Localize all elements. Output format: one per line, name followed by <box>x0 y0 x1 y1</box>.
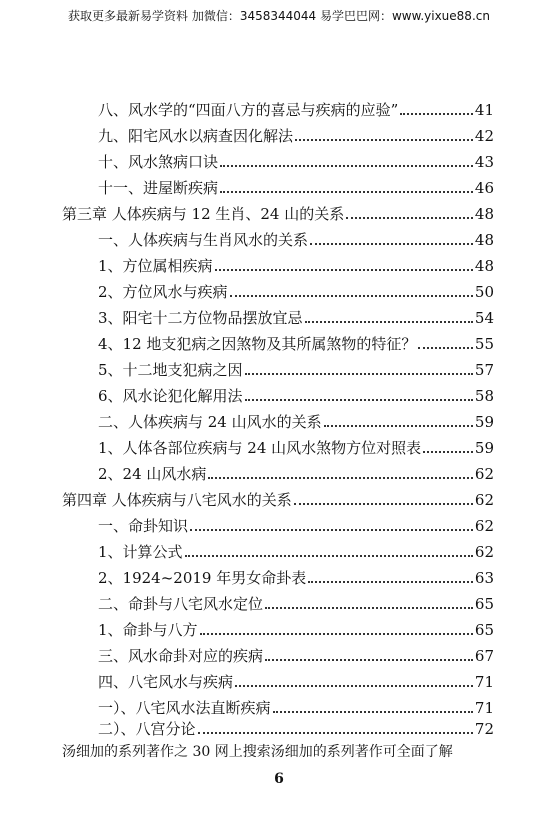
toc-entry <box>98 357 494 379</box>
toc-entry-page: 50 <box>474 283 494 301</box>
toc-entry <box>98 149 494 171</box>
dot-leader <box>200 632 473 635</box>
toc-entry-title: 2、方位风水与疾病 <box>98 283 228 301</box>
toc-entry-title: 5、十二地支犯病之因 <box>98 361 243 379</box>
toc-entry-title: 三、风水命卦对应的疾病 <box>98 647 264 665</box>
toc-entry-page: 43 <box>474 153 494 171</box>
toc-entry <box>98 539 494 561</box>
dot-leader <box>418 346 473 349</box>
toc-entry-page: 46 <box>474 179 494 197</box>
dot-leader <box>273 710 473 713</box>
toc-entry <box>98 175 494 197</box>
toc-entry-page: 55 <box>474 335 494 353</box>
toc-entry-title: 4、12 地支犯病之因煞物及其所属煞物的特征？ <box>98 335 417 353</box>
dot-leader <box>190 528 473 531</box>
toc-entry <box>98 227 494 249</box>
toc-entry <box>98 617 494 639</box>
dot-leader <box>230 294 473 297</box>
toc-entry-title: 3、阳宅十二方位物品摆放宜忌 <box>98 309 303 327</box>
toc-entry-page: 65 <box>474 621 494 639</box>
dot-leader <box>324 424 473 427</box>
toc-entry-title: 1、计算公式 <box>98 543 183 561</box>
dot-leader <box>185 554 473 557</box>
toc-entry <box>98 513 494 535</box>
toc-entry-page: 59 <box>474 413 494 431</box>
dot-leader <box>208 476 473 479</box>
dot-leader <box>245 398 473 401</box>
toc-entry-title: 一、人体疾病与生肖风水的关系 <box>98 231 309 249</box>
dot-leader <box>235 684 473 687</box>
page-number: 6 <box>274 771 284 787</box>
toc-entry-title: 一）、八宅风水法直断疾病 <box>98 699 271 717</box>
header-watermark: 获取更多最新易学资料 加微信：3458344044 易学巴巴网：www.yixue88.cn <box>68 9 490 23</box>
toc-entry-title: 第三章 人体疾病与 12 生肖、24 山的关系 <box>62 205 345 223</box>
toc-entry <box>98 461 494 483</box>
toc-entry-page: 58 <box>474 387 494 405</box>
dot-leader <box>295 138 473 141</box>
toc-entry-page: 62 <box>474 465 494 483</box>
toc-entry-title: 6、风水论犯化解用法 <box>98 387 243 405</box>
dot-leader <box>310 242 473 245</box>
toc-entry-title: 八、风水学的“四面八方的喜忌与疾病的应验” <box>98 101 399 119</box>
toc-entry-title: 二、人体疾病与 24 山风水的关系 <box>98 413 322 431</box>
toc-entry <box>98 123 494 145</box>
dot-leader <box>198 731 473 734</box>
toc-entry <box>98 279 494 301</box>
toc-entry-page: 54 <box>474 309 494 327</box>
toc-entry-title: 2、1924~2019 年男女命卦表 <box>98 569 307 587</box>
toc-entry-title: 1、人体各部位疾病与 24 山风水煞物方位对照表 <box>98 439 422 457</box>
dot-leader <box>265 606 473 609</box>
dot-leader <box>346 216 473 219</box>
toc-entry-page: 71 <box>474 673 494 691</box>
toc-entry-title: 十一、进屋断疾病 <box>98 179 219 197</box>
toc-entry-page: 63 <box>474 569 494 587</box>
toc-entry-page: 48 <box>474 231 494 249</box>
toc-entry-title: 二、命卦与八宅风水定位 <box>98 595 264 613</box>
toc-entry <box>98 409 494 431</box>
toc-entry <box>98 253 494 275</box>
toc-entry-page: 72 <box>474 720 494 738</box>
dot-leader <box>423 450 473 453</box>
toc-entry-title: 十、风水煞病口诀 <box>98 153 219 171</box>
toc-entry <box>98 331 494 353</box>
toc-entry-page: 41 <box>474 101 494 119</box>
toc-entry-title: 2、24 山风水病 <box>98 465 207 483</box>
toc-entry-title: 二）、八宫分论 <box>98 720 196 738</box>
toc-entry-page: 62 <box>474 543 494 561</box>
toc-entry-page: 48 <box>474 257 494 275</box>
toc-entry-page: 71 <box>474 699 494 717</box>
dot-leader <box>220 190 473 193</box>
toc-entry-page: 57 <box>474 361 494 379</box>
toc-entry-title: 1、方位属相疾病 <box>98 257 213 275</box>
toc-entry <box>98 695 494 717</box>
toc-entry-title: 1、命卦与八方 <box>98 621 198 639</box>
toc-entry <box>98 643 494 665</box>
dot-leader <box>400 112 473 115</box>
toc-entry-page: 67 <box>474 647 494 665</box>
dot-leader <box>220 164 473 167</box>
toc-entry-page: 62 <box>474 517 494 535</box>
toc-entry-page: 48 <box>474 205 494 223</box>
toc-entry-title: 四、八宅风水与疾病 <box>98 673 234 691</box>
toc-entry <box>98 669 494 691</box>
toc-entry <box>98 305 494 327</box>
toc-entry <box>98 435 494 457</box>
dot-leader <box>308 580 473 583</box>
toc-entry <box>98 591 494 613</box>
toc-entry-title: 第四章 人体疾病与八宅风水的关系 <box>62 491 292 509</box>
series-footer-note: 汤细加的系列著作之 30 网上搜索汤细加的系列著作可全面了解 <box>62 744 453 760</box>
dot-leader <box>294 502 473 505</box>
dot-leader <box>215 268 473 271</box>
toc-entry <box>98 565 494 587</box>
toc-entry-title: 九、阳宅风水以病查因化解法 <box>98 127 294 145</box>
toc-entry-page: 62 <box>474 491 494 509</box>
toc-entry-page: 65 <box>474 595 494 613</box>
toc-chapter-entry <box>62 201 494 223</box>
toc-entry <box>98 716 494 738</box>
toc-entry <box>98 97 494 119</box>
toc-entry <box>98 383 494 405</box>
dot-leader <box>265 658 473 661</box>
dot-leader <box>305 320 473 323</box>
toc-chapter-entry <box>62 487 494 509</box>
toc-entry-title: 一、命卦知识 <box>98 517 189 535</box>
toc-entry-page: 59 <box>474 439 494 457</box>
toc-entry-page: 42 <box>474 127 494 145</box>
dot-leader <box>245 372 473 375</box>
